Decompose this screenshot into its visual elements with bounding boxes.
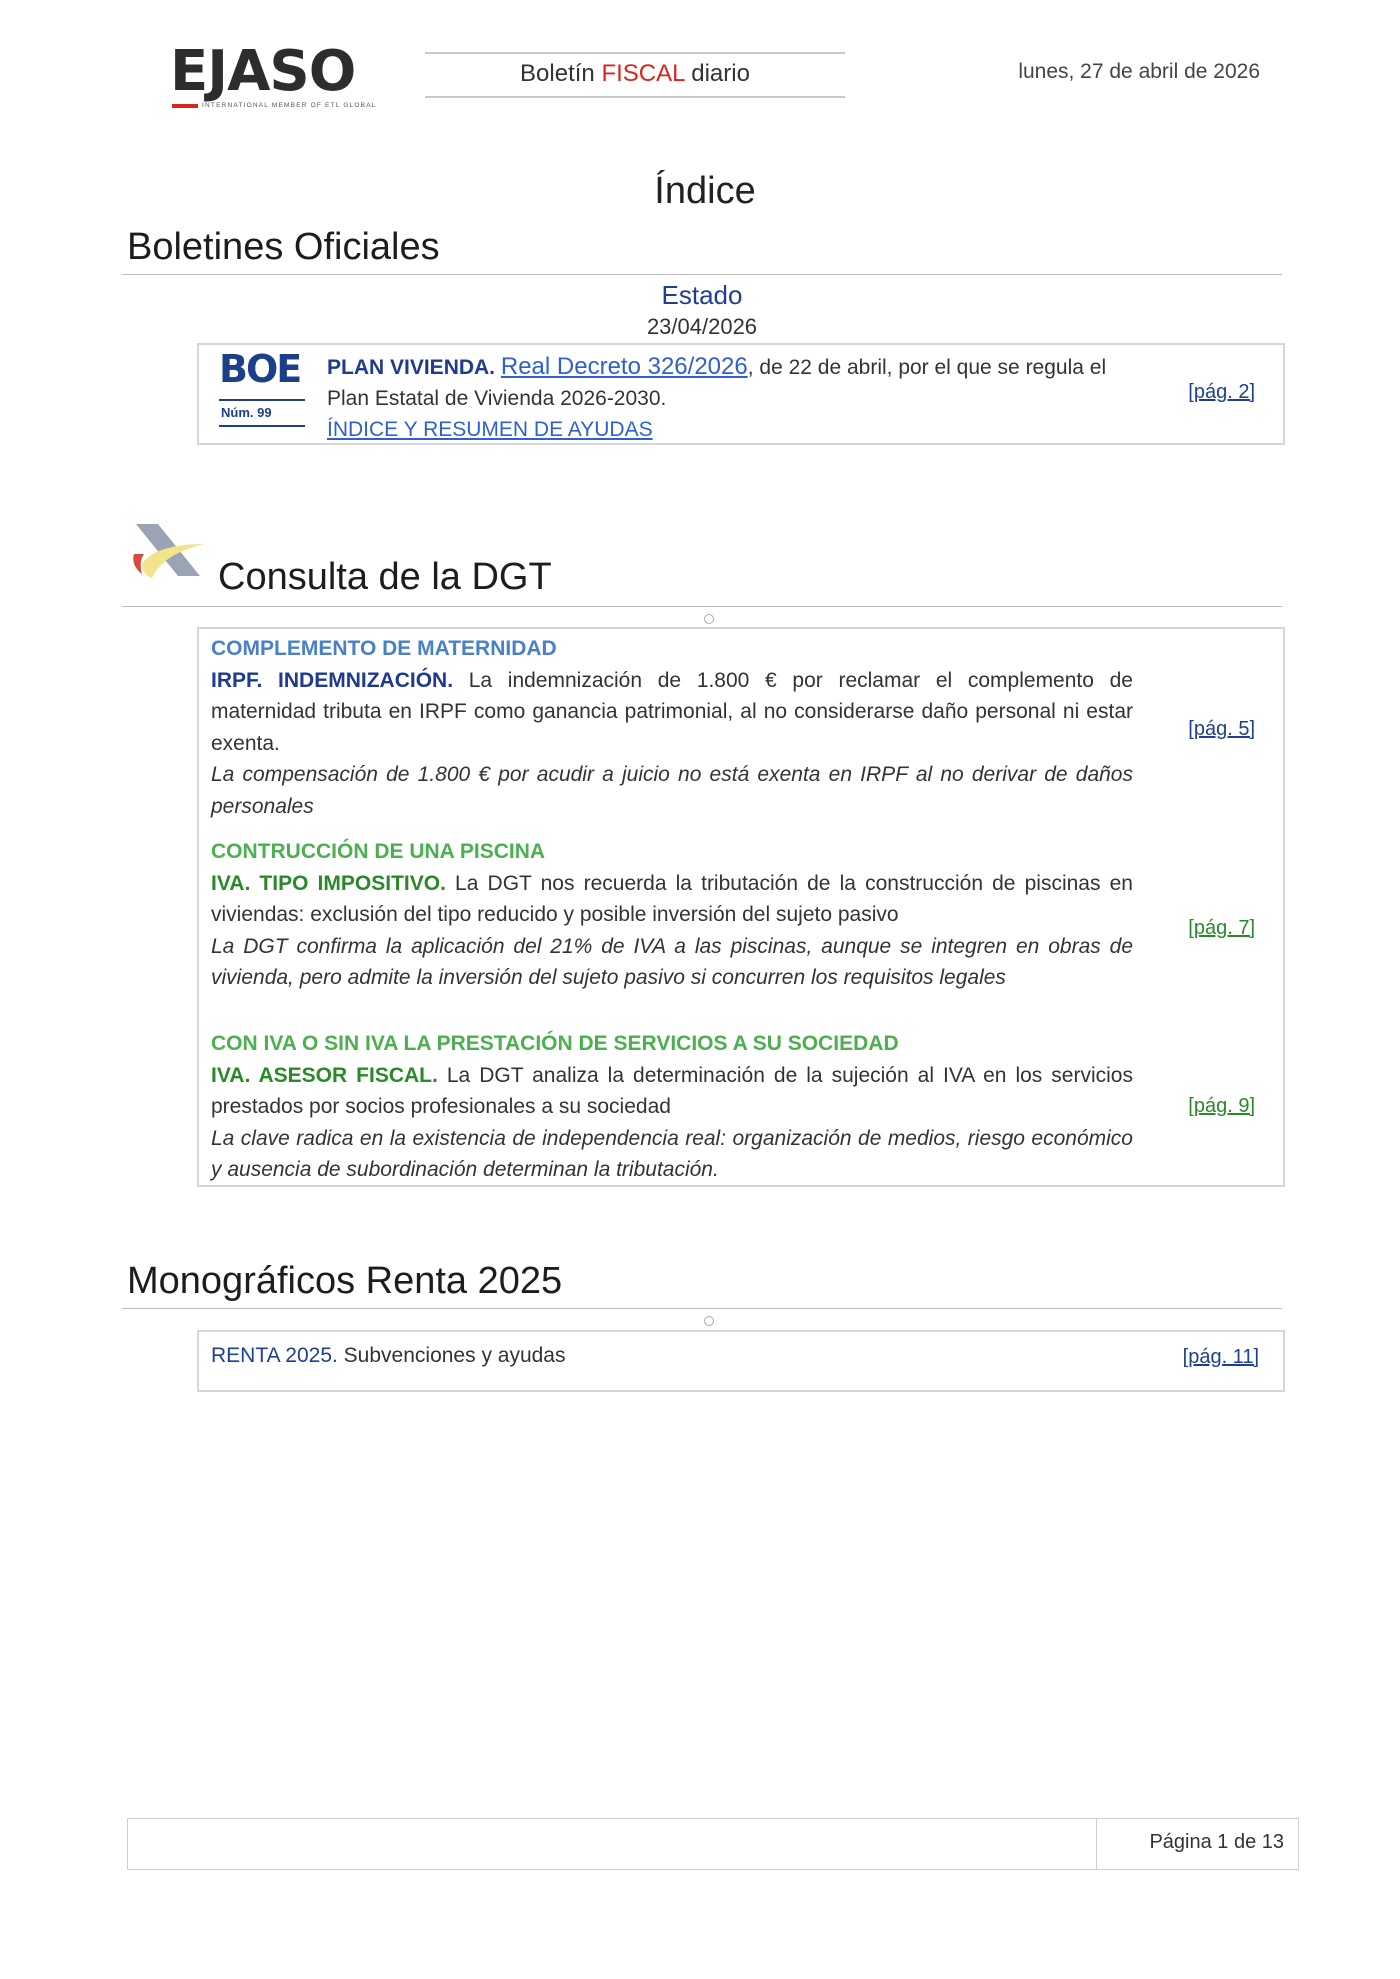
subsection-estado: Estado	[661, 280, 743, 310]
page-link[interactable]: [pág. 11]	[1182, 1346, 1259, 1368]
entry-description: , de 22 de abril, por el que se regula el Plan Estatal de Vivienda 2026-2030.	[327, 356, 1107, 410]
bulletin-title	[425, 52, 845, 98]
logo-tagline: INTERNATIONAL MEMBER OF ETL GLOBAL	[202, 102, 377, 109]
bulletin-date: lunes, 27 de abril de 2026	[1018, 60, 1260, 83]
monografico-entry-box	[197, 1330, 1285, 1392]
section-divider	[122, 606, 1282, 607]
entry-summary: La clave radica en la existencia de independencia real: organización de medios, riesgo económico y ausencia de subordinación determinan la tributación.	[211, 1126, 1133, 1181]
page-link[interactable]: [pág. 7]	[1188, 917, 1255, 939]
real-decreto-link[interactable]: Real Decreto 326/2026	[500, 353, 748, 380]
entry-category: COMPLEMENTO DE MATERNIDAD	[211, 637, 557, 660]
page-footer	[127, 1818, 1299, 1870]
entry-summary: La DGT confirma la aplicación del 21% de IVA a las piscinas, aunque se integren en obras de vivienda, pero admite la inversión del sujeto pasivo si concurren los requisitos legales	[211, 934, 1133, 989]
boe-logo-line	[219, 425, 305, 427]
anchor-icon	[704, 614, 714, 624]
agencia-tributaria-icon	[128, 520, 208, 592]
entry-text: Subvenciones y ayudas	[337, 1344, 566, 1367]
monografico-entry	[211, 1344, 566, 1368]
index-title: Índice	[654, 170, 756, 212]
entry-keyword: RENTA 2025.	[211, 1344, 338, 1367]
entry-text: La indemnización de 1.800 € por reclamar el complemento de maternidad tributa en IRPF como ganancia patrimonial, al no considerarse daño personal ni estar exenta.	[211, 668, 1133, 755]
boe-entry-text	[327, 351, 1127, 445]
boe-logo-number: Núm. 99	[221, 405, 272, 420]
logo-red-bar	[172, 104, 198, 108]
boe-logo	[219, 349, 305, 433]
section-title-consulta: Consulta de la DGT	[218, 556, 552, 598]
entry-text: La DGT nos recuerda la tributación de la construcción de piscinas en viviendas: exclusión del tipo reducido y posible inversión del sujeto pasivo	[211, 871, 1133, 926]
bulletin-title-suffix: diario	[691, 60, 750, 87]
entry-category: CONTRUCCIÓN DE UNA PISCINA	[211, 840, 546, 863]
entry-keyword: PLAN VIVIENDA.	[327, 356, 496, 379]
dgt-entries-box	[197, 627, 1285, 1187]
entry-keyword: IVA. ASESOR FISCAL.	[211, 1063, 438, 1087]
page-number: Página 1 de 13	[1149, 1831, 1284, 1853]
entry-text: La DGT analiza la determinación de la sujeción al IVA en los servicios prestados por socios profesionales a su sociedad	[211, 1063, 1133, 1118]
logo-text: EJASO	[170, 39, 356, 104]
section-title-monograficos: Monográficos Renta 2025	[127, 1260, 563, 1302]
footer-divider	[1096, 1819, 1097, 1869]
anchor-icon	[704, 1316, 714, 1326]
subsection-date: 23/04/2026	[646, 314, 758, 339]
boe-logo-text: BOE	[219, 347, 301, 391]
section-title-boletines: Boletines Oficiales	[127, 226, 440, 268]
boe-logo-line	[219, 399, 305, 401]
page-link[interactable]: [pág. 2]	[1188, 381, 1255, 403]
boe-entry-box	[197, 343, 1285, 445]
entry-category: CON IVA O SIN IVA LA PRESTACIÓN DE SERVICIOS A SU SOCIEDAD	[211, 1032, 899, 1055]
section-divider	[122, 274, 1282, 275]
entry-body	[211, 1060, 1133, 1123]
entry-body	[211, 868, 1133, 931]
entry-keyword: IVA. TIPO IMPOSITIVO.	[211, 871, 446, 895]
page-link[interactable]: [pág. 5]	[1188, 718, 1255, 740]
bulletin-title-highlight: FISCAL	[601, 60, 685, 87]
page-link[interactable]: [pág. 9]	[1188, 1095, 1255, 1117]
entry-body	[211, 665, 1133, 760]
section-divider	[122, 1308, 1282, 1309]
ejaso-logo	[170, 39, 377, 114]
entry-keyword: IRPF. INDEMNIZACIÓN.	[211, 668, 454, 692]
dgt-entry	[211, 836, 1334, 994]
bulletin-title-prefix: Boletín	[520, 60, 595, 87]
entry-summary: La compensación de 1.800 € por acudir a juicio no está exenta en IRPF al no derivar de daños personales	[211, 763, 1133, 818]
indice-resumen-link[interactable]: ÍNDICE Y RESUMEN DE AYUDAS	[327, 418, 653, 441]
dgt-entry	[211, 1028, 1334, 1186]
dgt-entry	[211, 633, 1334, 822]
